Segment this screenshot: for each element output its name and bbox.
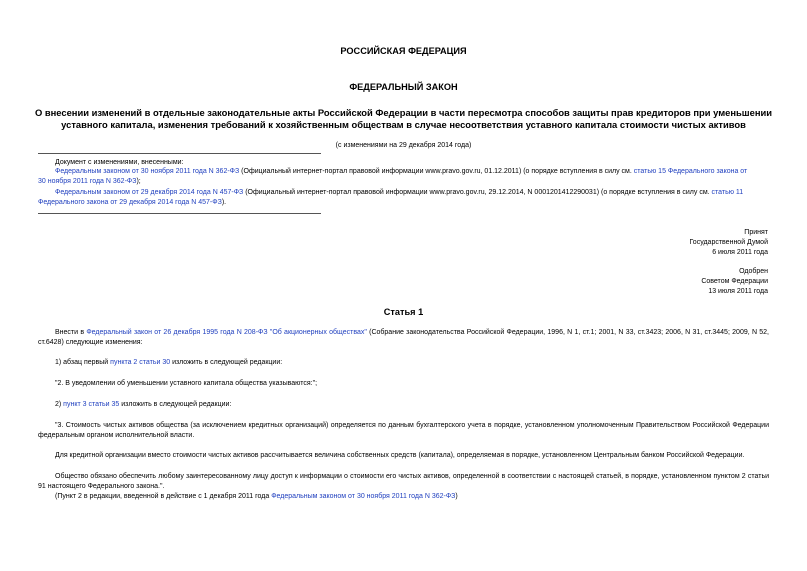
p8-text-b: ) (455, 493, 458, 500)
p8-text-a: (Пункт 2 в редакции, введенной в действие с 1 декабря 2011 года (55, 493, 272, 500)
document-title-line-1: О внесении изменений в отдельные законодательные акты Российской Федерации в части пересмотра способов защиты прав кредиторов при уменьшении (34, 107, 773, 118)
article-paragraph-7: Общество обязано обеспечить любому заинтересованному лицу доступ к информации о стоимости его чистых активов, определенной в соответствии с настоящей статьей, в порядке, установленном пунктом 2 статьи 91 настоящего Федерального закона.". (38, 473, 769, 490)
article-paragraph-3: "2. В уведомлении об уменьшении уставного капитала общества указываются:"; (55, 380, 318, 387)
p4-text-b: изложить в следующей редакции: (119, 401, 232, 408)
approved-date: 13 июля 2011 года (708, 288, 768, 295)
article-paragraph-2 (38, 358, 769, 368)
changes-item-2-cont (38, 198, 226, 208)
approved-by: Советом Федерации (701, 278, 768, 285)
p2-text-b: изложить в следующей редакции: (170, 359, 283, 366)
bottom-divider (38, 213, 321, 214)
top-divider (38, 153, 321, 154)
document-title-line-2: уставного капитала, изменения требований к хозяйственным обществам в случае несоответствия уставного капитала стоимости чистых активов (61, 119, 746, 130)
link-article-11[interactable]: статью 11 (711, 189, 744, 196)
link-article-35-point-3[interactable]: пункт 3 статьи 35 (63, 401, 120, 408)
link-law-208-fz[interactable]: Федеральный закон от 26 декабря 1995 года N 208-ФЗ "Об акционерных обществах" (86, 329, 367, 336)
article-heading: Статья 1 (383, 307, 424, 317)
changes-item-1 (38, 167, 769, 177)
changes-intro: Документ с изменениями, внесенными: (55, 159, 184, 166)
revision-note: (с изменениями на 29 декабря 2014 года) (335, 142, 472, 149)
article-paragraph-4 (38, 400, 769, 410)
article-paragraph-6: Для кредитной организации вместо стоимости чистых активов рассчитывается величина собственных средств (капитала), определяемая в порядке, установленном Центральным банком Российской Федерации. (55, 452, 745, 459)
link-law-362-fz[interactable]: Федеральным законом от 30 ноября 2011 года N 362-ФЗ (55, 168, 240, 175)
changes-item-1-end: ); (136, 178, 141, 185)
p1-text-b: (Собрание законодательства Российской Федерации, 1996, N 1, ст.1; 2001, N 33, ст.3423; 2006, N 31, ст.3445; 2009, N 52, ст.6428) следующие изменения: (38, 329, 770, 346)
link-article-11-cont[interactable]: Федерального закона от 29 декабря 2014 года N 457-ФЗ (38, 199, 222, 206)
changes-item-2-end: ). (221, 199, 227, 206)
adopted-label: Принят (744, 229, 768, 236)
link-article-30-point-2[interactable]: пункта 2 статьи 30 (110, 359, 171, 366)
changes-item-2 (38, 188, 769, 198)
link-law-457-fz[interactable]: Федеральным законом от 29 декабря 2014 года N 457-ФЗ (55, 189, 244, 196)
changes-item-2-text: (Официальный интернет-портал правовой информации www.pravo.gov.ru, 29.12.2014, N 0001201412290031) (о порядке вступления в силу см. (243, 189, 712, 196)
approved-label: Одобрен (739, 268, 768, 275)
p1-text-a: Внести в (55, 329, 87, 336)
link-law-362-fz-amendment[interactable]: Федеральным законом от 30 ноября 2011 года N 362-ФЗ (271, 493, 456, 500)
changes-item-1-cont (38, 177, 141, 187)
p2-text-a: 1) абзац первый (55, 359, 111, 366)
link-article-15[interactable]: статью 15 Федерального закона от (633, 168, 748, 175)
country-heading: РОССИЙСКАЯ ФЕДЕРАЦИЯ (340, 46, 467, 56)
changes-item-1-text: (Официальный интернет-портал правовой информации www.pravo.gov.ru, 01.12.2011) (о порядке вступления в силу см. (239, 168, 634, 175)
article-paragraph-8 (38, 492, 769, 502)
adopted-date: 6 июля 2011 года (712, 249, 768, 256)
document-type-heading: ФЕДЕРАЛЬНЫЙ ЗАКОН (349, 82, 458, 92)
article-paragraph-5: "3. Стоимость чистых активов общества (за исключением кредитных организаций) определяется по данным бухгалтерского учета в порядке, установленном уполномоченным Правительством Российской Федерации федеральным органом исполнительной власти. (38, 422, 769, 439)
adopted-by: Государственной Думой (689, 239, 768, 246)
p4-text-a: 2) (55, 401, 64, 408)
link-article-15-cont[interactable]: 30 ноября 2011 года N 362-ФЗ (38, 178, 137, 185)
article-paragraph-1 (38, 328, 769, 348)
